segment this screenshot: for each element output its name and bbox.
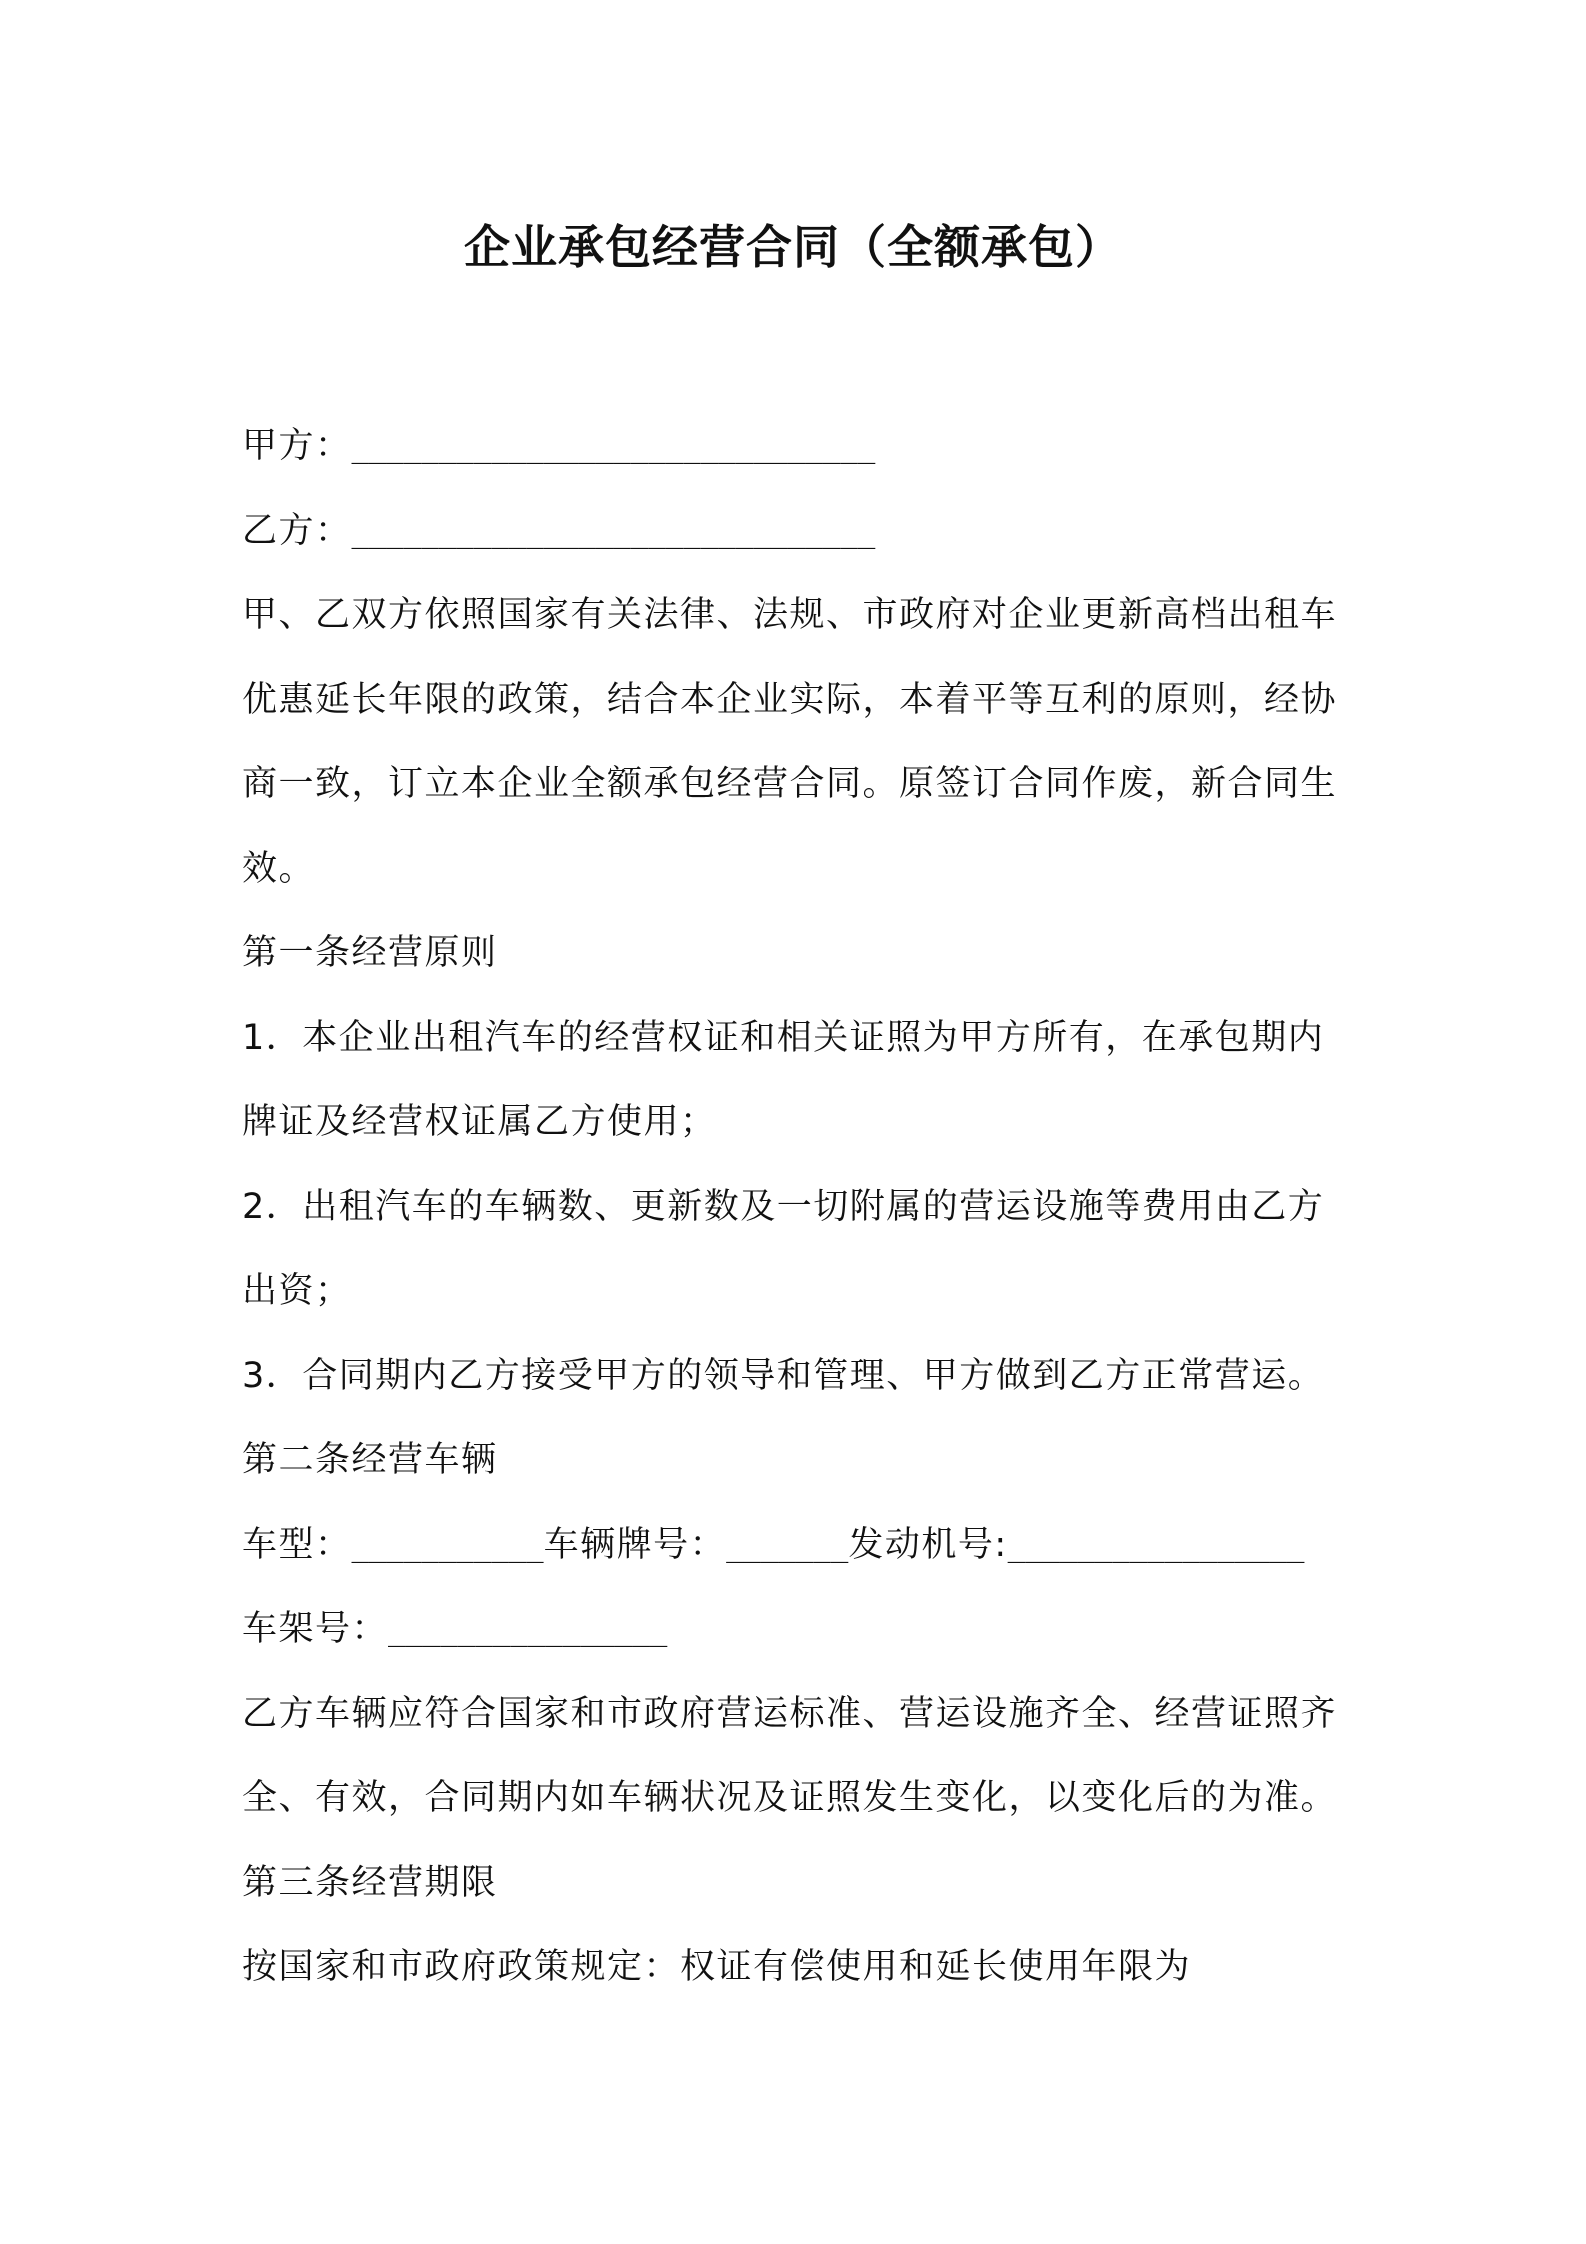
- paragraph-line: 3．合同期内乙方接受甲方的领导和管理、甲方做到乙方正常营运。: [242, 1355, 1325, 1396]
- party-a-line: [242, 404, 1360, 489]
- plate-number-blank: _______: [726, 1528, 849, 1563]
- paragraph-line: 1．本企业出租汽车的经营权证和相关证照为甲方所有，在承包期内: [242, 1017, 1325, 1058]
- article-heading: 第一条经营原则: [242, 933, 498, 973]
- paragraph-line: 乙方车辆应符合国家和市政府营运标准、营运设施齐全、经营证照齐: [242, 1693, 1338, 1734]
- vehicle-model-label: 车型：: [242, 1524, 352, 1565]
- frame-number-blank: ________________: [388, 1613, 668, 1647]
- paragraph-line: 按国家和市政府政策规定：权证有偿使用和延长使用年限为: [242, 1947, 1192, 1987]
- paragraph-line: 牌证及经营权证属乙方使用；: [242, 1102, 717, 1142]
- party-b-line: [242, 489, 1360, 574]
- paragraph-line: 甲、乙双方依照国家有关法律、法规、市政府对企业更新高档出租车: [242, 595, 1338, 635]
- paragraph-line: 优惠延长年限的政策，结合本企业实际，本着平等互利的原则，经协: [242, 679, 1338, 720]
- plate-number-label: 车辆牌号：: [543, 1524, 727, 1565]
- party-a-label: 甲方：: [242, 426, 352, 466]
- paragraph-line: 出资；: [242, 1271, 352, 1311]
- party-b-label: 乙方：: [242, 510, 352, 551]
- vehicle-model-blank: ___________: [351, 1528, 544, 1563]
- frame-number-line: [242, 1587, 1360, 1672]
- paragraph-line: 效。: [242, 848, 316, 889]
- paragraph-line: 商一致，订立本企业全额承包经营合同。原签订合同作废，新合同生: [242, 764, 1338, 804]
- party-a-blank: ______________________________: [351, 430, 876, 464]
- paragraph-line: 全、有效，合同期内如车辆状况及证照发生变化，以变化后的为准。: [242, 1778, 1338, 1818]
- document-body: [242, 404, 1360, 2010]
- document-title: 企业承包经营合同（全额承包）: [464, 220, 1122, 274]
- engine-number-blank: _________________: [1007, 1528, 1305, 1563]
- article-heading: 第三条经营期限: [242, 1862, 498, 1903]
- frame-number-label: 车架号：: [242, 1609, 389, 1649]
- party-b-blank: ______________________________: [351, 514, 876, 549]
- paragraph-line: 2．出租汽车的车辆数、更新数及一切附属的营运设施等费用由乙方: [242, 1186, 1325, 1227]
- vehicle-info-line: [242, 1503, 1360, 1588]
- engine-number-label: 发动机号:: [848, 1524, 1008, 1565]
- article-heading: 第二条经营车辆: [242, 1440, 498, 1480]
